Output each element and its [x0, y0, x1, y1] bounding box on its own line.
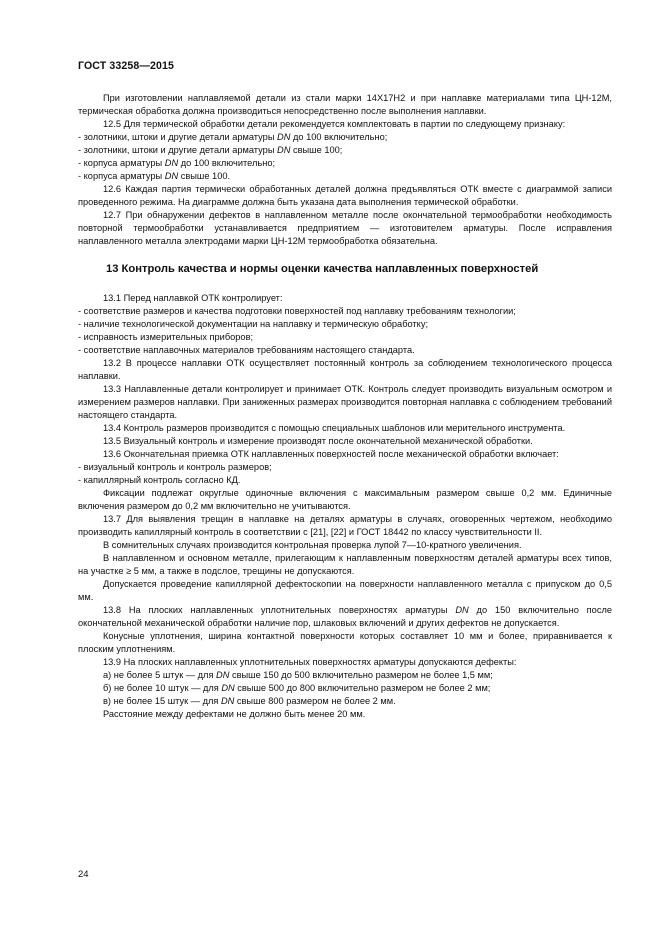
paragraph-text: до 100 включительно; — [178, 158, 276, 168]
nominal-diameter-symbol: DN — [277, 145, 291, 155]
paragraph-text: до 150 включительно после окончательной механической обработки наличие пор, шлаковых включений и других дефектов не допускается. — [78, 605, 612, 628]
nominal-diameter-symbol: DN — [277, 132, 291, 142]
paragraph-text: - корпуса арматуры — [78, 171, 165, 181]
paragraph: - наличие технологической документации на наплавку и термическую обработку; — [78, 319, 429, 329]
paragraph: 13.1 Перед наплавкой ОТК контролирует: — [103, 293, 283, 303]
paragraph: 13.5 Визуальный контроль и измерение производят после окончательной механической обработки. — [103, 436, 533, 446]
paragraph-text: свыше 150 до 500 включительно размером не более 1,5 мм; — [229, 670, 493, 680]
paragraph-text: - золотники, штоки и другие детали арматуры — [78, 145, 278, 155]
paragraph — [78, 604, 612, 630]
paragraph-text: а) не более 5 штук — для — [103, 670, 217, 680]
paragraph-text: - корпуса арматуры — [78, 158, 165, 168]
paragraph: В сомнительных случаях производится контрольная проверка лупой 7—10-кратного увеличения. — [103, 540, 522, 550]
nominal-diameter-symbol: DN — [164, 158, 179, 168]
paragraph-text: в) не более 15 штук — для — [103, 696, 221, 706]
section-heading: 13 Контроль качества и нормы оценки качества наплавленных поверхностей — [106, 263, 539, 275]
paragraph: 13.7 Для выявления трещин в наплавке на деталях арматуры в случаях, оговоренных чертежом, необходимо производить капиллярный контроль в соответствии с [21], [22] и ГОСТ 18442 по классу чувствительности II. — [78, 514, 612, 537]
paragraph: 13.2 В процессе наплавки ОТК осуществляет постоянный контроль за соблюдением технологического процесса наплавки. — [78, 358, 612, 381]
paragraph — [78, 144, 612, 157]
paragraph-text: свыше 500 до 800 включительно размером не более 2 мм; — [234, 683, 491, 693]
nominal-diameter-symbol: DN — [164, 171, 179, 181]
paragraph: 13.4 Контроль размеров производится с помощью специальных шаблонов или мерительного инструмента. — [103, 423, 566, 433]
document-header: ГОСТ 33258—2015 — [78, 60, 175, 72]
paragraph: - исправность измерительных приборов; — [78, 332, 254, 342]
paragraph: - соответствие наплавочных материалов требованиям настоящего стандарта. — [78, 345, 415, 355]
paragraph: 13.6 Окончательная приемка ОТК наплавленных поверхностей после механической обработки включает: — [103, 449, 559, 459]
paragraph — [78, 170, 612, 183]
paragraph-text: свыше 800 размером не более 2 мм. — [234, 696, 396, 706]
paragraph: Допускается проведение капиллярной дефектоскопии на поверхности наплавленного металла с припуском до 0,5 мм. — [78, 579, 612, 602]
paragraph: При изготовлении наплавляемой детали из стали марки 14Х17Н2 и при наплавке материалами типа ЦН-12М, термическая обработка должна производиться непосредственно после выполнения наплавки. — [78, 93, 612, 116]
section-12-continuation — [78, 92, 612, 248]
paragraph: 12.6 Каждая партия термически обработанных деталей должна предъявляться ОТК вместе с диаграммой записи проведенного режима. На диаграмме должна быть указана дата выполнения термической обработки. — [78, 184, 612, 207]
nominal-diameter-symbol: DN — [455, 605, 469, 615]
paragraph — [78, 695, 612, 708]
paragraph — [78, 157, 612, 170]
paragraph: 13.9 На плоских наплавленных уплотнительных поверхностях арматуры допускаются дефекты: — [103, 657, 517, 667]
paragraph-text: свыше 100. — [178, 171, 231, 181]
paragraph-text: б) не более 10 штук — для — [103, 683, 222, 693]
paragraph: Фиксации подлежат округлые одиночные включения с максимальным размером свыше 0,2 мм. Единичные включения размером до 0,2 мм включительно не учитываются. — [78, 488, 612, 511]
page-number: 24 — [78, 869, 89, 880]
paragraph: - соответствие размеров и качества подготовки поверхностей под наплавку требованиям технологии; — [78, 306, 516, 316]
document-body — [78, 92, 612, 721]
paragraph-text: до 100 включительно; — [290, 132, 388, 142]
paragraph: Расстояние между дефектами не должно быть менее 20 мм. — [103, 709, 366, 719]
paragraph-text: свыше 100; — [290, 145, 343, 155]
paragraph — [78, 131, 612, 144]
paragraph-text: 13.8 На плоских наплавленных уплотнительных поверхностях арматуры — [103, 605, 456, 615]
paragraph: 12.5 Для термической обработки детали рекомендуется комплектовать в партии по следующему признаку: — [103, 119, 566, 129]
nominal-diameter-symbol: DN — [216, 670, 230, 680]
paragraph: 13.3 Наплавленные детали контролирует и принимает ОТК. Контроль следует производить визуальным осмотром и измерением размеров наплавки. При заниженных размерах производится повторная наплавка с соблюдением требований настоящего стандарта. — [78, 384, 612, 420]
paragraph-text: - золотники, штоки и другие детали арматуры — [78, 132, 278, 142]
paragraph: - капиллярный контроль согласно КД. — [78, 475, 241, 485]
paragraph — [78, 669, 612, 682]
nominal-diameter-symbol: DN — [220, 696, 235, 706]
section-13-body — [78, 292, 612, 721]
paragraph: В наплавленном и основном металле, прилегающим к наплавленным поверхностям деталей арматуры всех типов, на участке ≥ 5 мм, а также в подслое, трещины не допускаются. — [78, 553, 612, 576]
paragraph: 12.7 При обнаружении дефектов в наплавленном металле после окончательной термообработки необходимость повторной термообработки устанавливается предприятием — изготовителем арматуры. После исправления наплавленного металла электродами марки ЦН-12М термообработка обязательна. — [78, 210, 612, 246]
nominal-diameter-symbol: DN — [221, 683, 235, 693]
paragraph — [78, 682, 612, 695]
paragraph: - визуальный контроль и контроль размеров; — [78, 462, 272, 472]
paragraph: Конусные уплотнения, ширина контактной поверхности которых составляет 10 мм и более, приравнивается к плоским уплотнениям. — [78, 631, 612, 654]
